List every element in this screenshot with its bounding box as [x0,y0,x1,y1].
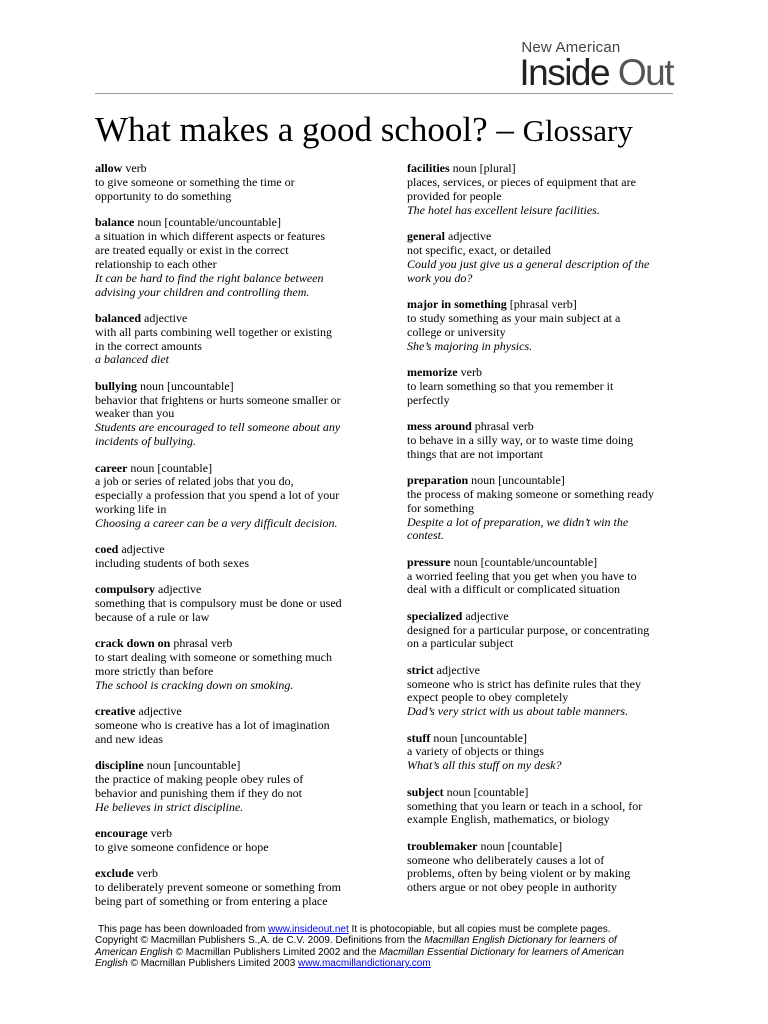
entry-part-of-speech: noun [uncountable] [430,730,527,745]
entry-definition: provided for people [407,188,502,203]
entry-term: pressure [407,554,451,569]
entry-term: allow [95,161,123,175]
entry-example: contest. [407,528,444,543]
entry-part-of-speech: verb [122,161,147,175]
entry-headword-line [407,230,682,244]
entry-definition: a situation in which different aspects or features [95,228,326,243]
entry-part-of-speech: phrasal verb [170,636,233,651]
entry-term: balanced [95,310,142,325]
page-title-main: What makes a good school? – [95,110,523,149]
glossary-entry [95,759,370,815]
entry-headword-line [407,732,682,746]
brand-logo [519,39,673,93]
glossary-entry [407,230,682,286]
brand-wordmark-inside: Inside [519,52,618,93]
entry-part-of-speech: adjective [462,608,509,623]
glossary-entry [407,786,682,828]
entry-headword-line [95,462,370,476]
glossary-entry [95,216,370,299]
entry-headword-line [407,556,682,570]
entry-term: strict [407,662,434,677]
entry-definition: with all parts combining well together or existing [95,324,332,339]
entry-part-of-speech: [phrasal verb] [506,296,577,311]
entry-headword-line [407,366,682,380]
entry-part-of-speech: verb [457,364,482,379]
entry-headword-line [95,216,370,230]
entry-definition: to learn something so that you remember it [407,378,614,393]
brand-wordmark [519,52,673,93]
footer-line [95,947,685,958]
entry-definition: on a particular subject [407,636,514,651]
entry-example: Choosing a career can be a very difficult decision. [95,516,338,531]
entry-headword-line [95,759,370,773]
entry-term: encourage [95,826,148,841]
entry-headword-line [95,705,370,719]
entry-term: memorize [407,364,458,379]
entry-term: mess around [407,418,472,433]
glossary-entry [407,840,682,896]
entry-part-of-speech: noun [plural] [449,161,516,175]
glossary-entry [407,162,682,218]
entry-definition: to give someone confidence or hope [95,840,269,855]
entry-headword-line [407,786,682,800]
entry-definition: example English, mathematics, or biology [407,812,610,827]
footer-text: © Macmillan Publishers Limited 2002 and the [172,946,380,958]
glossary-entry [407,732,682,774]
glossary-entry [95,543,370,571]
entry-definition: are treated equally or exist in the correct [95,242,289,257]
entry-example: Students are encouraged to tell someone about any [95,420,341,435]
entry-term: facilities [407,161,450,175]
insideout-link[interactable]: www.insideout.net [268,924,349,935]
entry-headword-line [95,637,370,651]
entry-part-of-speech: noun [uncountable] [468,472,565,487]
entry-example: He believes in strict discipline. [95,800,244,815]
entry-definition: college or university [407,324,506,339]
entry-definition: perfectly [407,392,450,407]
entry-definition: a job or series of related jobs that you do, [95,474,294,489]
entry-definition: something that is compulsory must be done or used [95,596,342,611]
entry-definition: the process of making someone or something ready [407,486,654,501]
entry-part-of-speech: verb [133,866,158,881]
entry-term: balance [95,215,135,230]
entry-headword-line [407,664,682,678]
entry-part-of-speech: noun [countable/uncountable] [134,215,281,230]
glossary-column-left [95,162,370,921]
entry-definition: including students of both sexes [95,556,249,571]
entry-definition: to deliberately prevent someone or something from [95,880,341,895]
entry-definition: others argue or not obey people in authority [407,880,618,895]
entry-definition: a variety of objects or things [407,744,544,759]
footer-text: This page has been downloaded from [98,924,269,935]
entry-headword-line [407,610,682,624]
footer-text: It is photocopiable, but all copies must be complete pages. [348,924,611,935]
glossary-entry [95,705,370,747]
entry-example: Dad’s very strict with us about table manners. [407,704,629,719]
entry-definition: a worried feeling that you get when you have to [407,568,637,583]
entry-term: compulsory [95,582,155,597]
glossary-entry [407,474,682,544]
footer-text: Copyright © Macmillan Publishers S.,A. de C.V. 2009. Definitions from the [95,935,425,947]
entry-definition: designed for a particular purpose, or concentrating [407,622,650,637]
entry-definition: in the correct amounts [95,338,202,353]
glossary-entry [407,610,682,652]
page-title [95,108,633,153]
glossary-entry [407,298,682,354]
entry-definition: weaker than you [95,406,175,421]
header-divider [95,93,673,94]
footer-dictionary-title: Macmillan Essential Dictionary for learners of American [379,946,624,958]
entry-headword-line [95,543,370,557]
entry-term: subject [407,784,444,799]
entry-definition: problems, often by being violent or by making [407,866,631,881]
entry-headword-line [407,162,682,176]
entry-definition: someone who deliberately causes a lot of [407,852,605,867]
entry-part-of-speech: verb [147,826,172,841]
glossary-entry [95,162,370,204]
entry-example: a balanced diet [95,352,169,367]
entry-definition: to study something as your main subject at a [407,310,621,325]
entry-part-of-speech: adjective [118,542,165,557]
entry-example: The hotel has excellent leisure facilities. [407,202,600,217]
entry-part-of-speech: noun [countable] [443,784,529,799]
entry-example: Could you just give us a general description of the [407,256,650,271]
entry-term: major in something [407,296,507,311]
entry-part-of-speech: noun [uncountable] [143,758,241,773]
entry-headword-line [407,474,682,488]
entry-definition: more strictly than before [95,664,214,679]
entry-part-of-speech: noun [countable] [127,460,213,475]
entry-headword-line [95,312,370,326]
entry-part-of-speech: adjective [445,228,492,243]
entry-term: bullying [95,378,138,393]
entry-example: The school is cracking down on smoking. [95,678,294,693]
entry-term: preparation [407,472,469,487]
footer-dictionary-title: English [95,957,128,969]
entry-example: work you do? [407,270,473,285]
entry-headword-line [407,298,682,312]
entry-example: Despite a lot of preparation, we didn’t win the [407,514,629,529]
entry-term: exclude [95,866,134,881]
entry-definition: things that are not important [407,446,543,461]
macmillan-dictionary-link[interactable]: www.macmillandictionary.com [298,957,431,969]
entry-definition: something that you learn or teach in a school, for [407,798,643,813]
entry-term: creative [95,704,136,719]
entry-definition: relationship to each other [95,256,217,271]
entry-definition: the practice of making people obey rules of [95,772,304,787]
glossary-column-right [407,162,682,908]
entry-term: crack down on [95,636,171,651]
entry-definition: not specific, exact, or detailed [407,242,551,257]
glossary-entry [407,556,682,598]
glossary-entry [95,312,370,368]
glossary-entry [407,366,682,408]
entry-part-of-speech: noun [countable/uncountable] [450,554,598,569]
entry-definition: to start dealing with someone or something much [95,650,332,665]
entry-definition: working life in [95,502,167,517]
entry-definition: being part of something or from entering a place [95,894,328,909]
entry-part-of-speech: adjective [433,662,480,677]
glossary-entry [95,827,370,855]
footer-line [95,924,685,935]
entry-definition: deal with a difficult or complicated situation [407,582,621,597]
entry-example: It can be hard to find the right balance between [95,270,324,285]
entry-definition: expect people to obey completely [407,690,569,705]
brand-tagline: New American [521,39,621,56]
entry-term: specialized [407,608,463,623]
entry-part-of-speech: phrasal verb [471,418,534,433]
entry-part-of-speech: adjective [155,582,202,597]
entry-definition: behavior and punishing them if they do not [95,786,302,801]
entry-example: What’s all this stuff on my desk? [407,758,562,773]
entry-headword-line [407,840,682,854]
entry-definition: places, services, or pieces of equipment that are [407,174,636,189]
footer-dictionary-title: Macmillan English Dictionary for learners of [424,935,617,947]
entry-definition: and new ideas [95,732,163,747]
entry-definition: for something [407,500,474,515]
entry-part-of-speech: adjective [141,310,188,325]
glossary-entry [95,380,370,450]
entry-term: general [407,228,445,243]
footer-line [95,958,685,969]
entry-headword-line [95,827,370,841]
brand-wordmark-out: Out [617,52,673,93]
glossary-entry [95,583,370,625]
entry-definition: someone who is creative has a lot of imagination [95,718,330,733]
entry-headword-line [95,380,370,394]
entry-term: career [95,460,128,475]
glossary-entry [407,664,682,720]
page-footer [95,924,685,969]
entry-definition: to behave in a silly way, or to waste time doing [407,432,634,447]
entry-definition: behavior that frightens or hurts someone smaller or [95,392,341,407]
entry-example: advising your children and controlling them. [95,284,310,299]
glossary-entry [407,420,682,462]
entry-part-of-speech: noun [countable] [477,838,563,853]
glossary-entry [95,637,370,693]
glossary-entry [95,462,370,532]
entry-part-of-speech: adjective [135,704,182,719]
entry-part-of-speech: noun [uncountable] [137,378,234,393]
entry-definition: to give someone or something the time or [95,174,295,189]
footer-text: © Macmillan Publishers Limited 2003 [127,957,299,969]
entry-term: coed [95,542,119,557]
entry-headword-line [95,162,370,176]
entry-definition: especially a profession that you spend a lot of your [95,488,340,503]
glossary-entry [95,867,370,909]
entry-term: stuff [407,730,431,745]
entry-term: discipline [95,758,144,773]
entry-example: incidents of bullying. [95,434,196,449]
entry-example: She’s majoring in physics. [407,338,533,353]
entry-definition: because of a rule or law [95,610,210,625]
entry-headword-line [95,867,370,881]
entry-term: troublemaker [407,838,478,853]
entry-definition: someone who is strict has definite rules that they [407,676,641,691]
entry-headword-line [407,420,682,434]
entry-headword-line [95,583,370,597]
footer-line [95,935,685,946]
footer-dictionary-title: American English [95,946,173,958]
page-title-sub: Glossary [522,113,633,148]
entry-definition: opportunity to do something [95,188,232,203]
